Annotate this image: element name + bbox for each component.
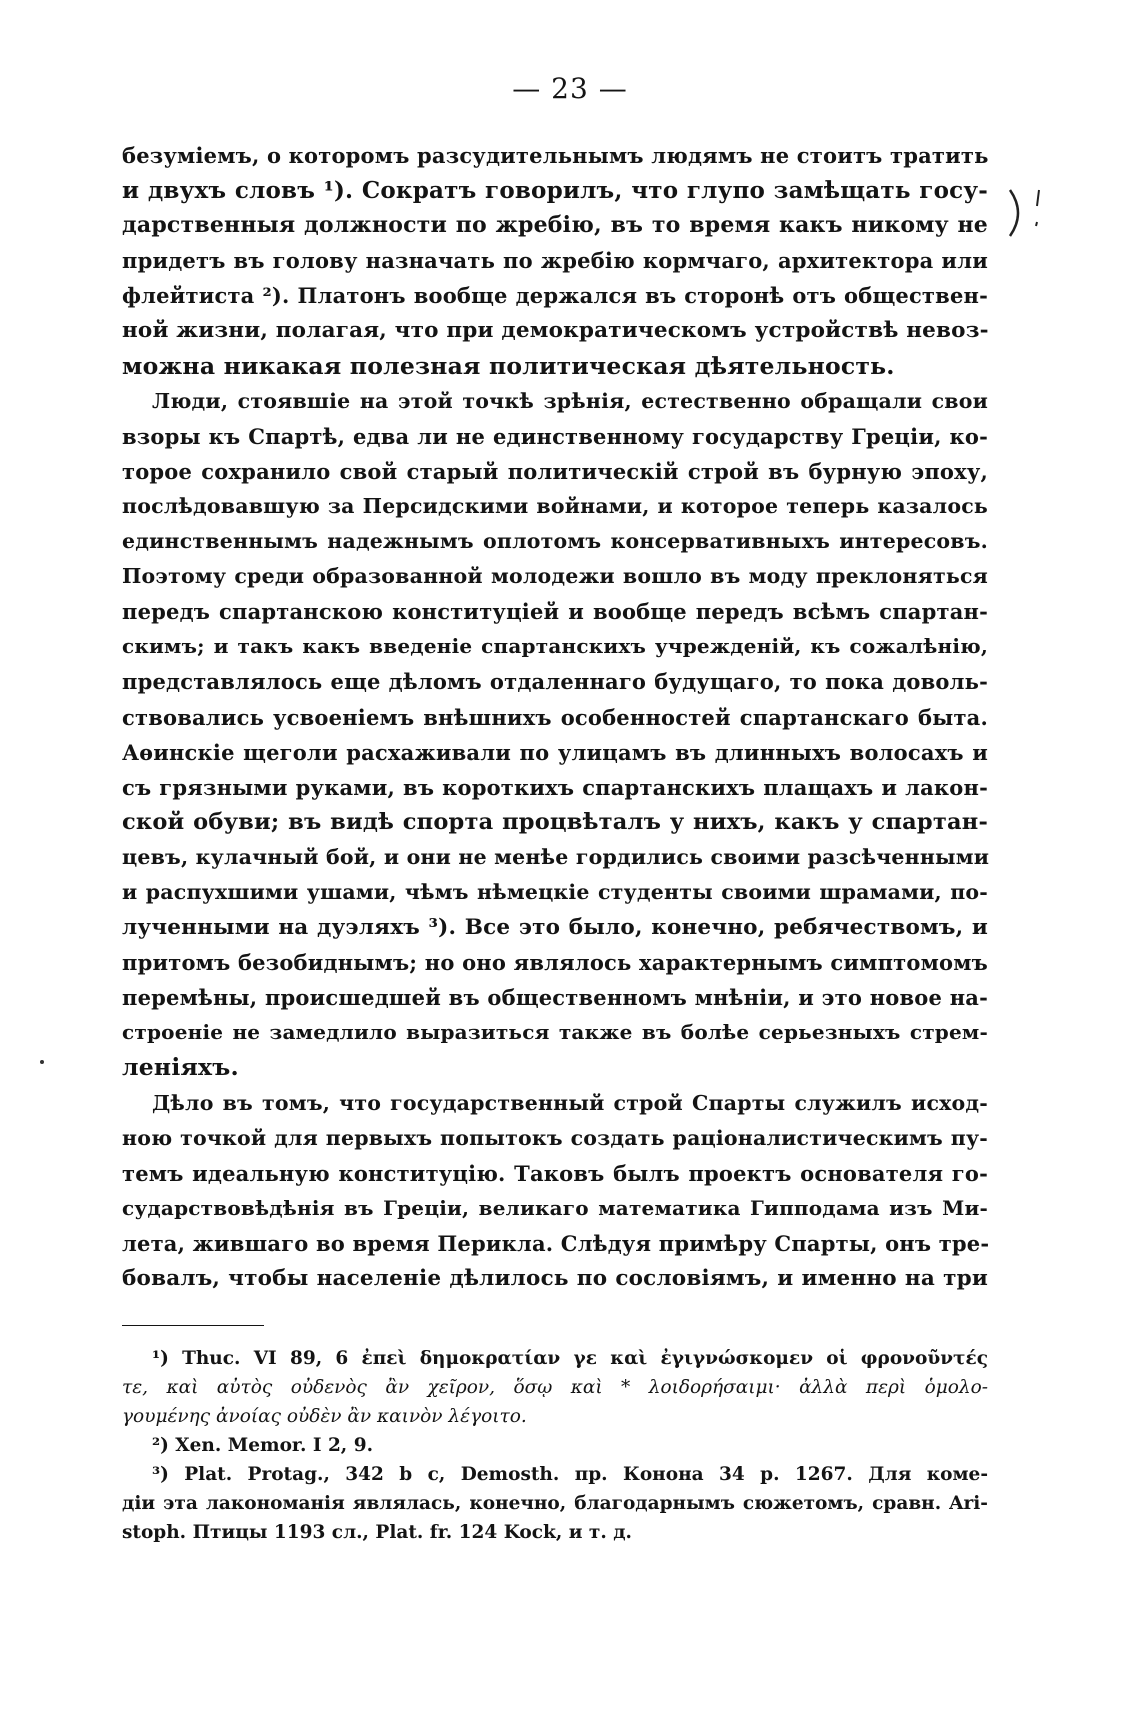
text-line: безумiемъ, о которомъ разсудительнымъ людямъ не стоитъ тратить [122, 143, 989, 168]
page-number: — 23 — [512, 72, 628, 105]
text-line: ленiяхъ. [122, 1053, 239, 1082]
text-line: ной жизни, полагая, что при демократическомъ устройствѣ невоз- [122, 318, 989, 344]
text-line: перемѣны, происшедшей въ общественномъ мнѣнiи, и это новое на- [122, 985, 988, 1011]
text-line: сударствовѣдѣнiя въ Грецiи, великаго математика Гипподама изъ Ми- [122, 1195, 988, 1220]
text-line: Поэтому среди образованной молодежи вошло въ моду преклоняться [122, 564, 988, 589]
footnote-line: ³) Plat. Protag., 342 b c, Demosth. пр. Конона 34 p. 1267. Для коме- [152, 1464, 988, 1485]
text-line: передъ спартанскою конституцiей и вообще передъ всѣмъ спартан- [122, 599, 988, 625]
text-line: лета, жившаго во время Перикла. Слѣдуя примѣру Спарты, онъ тре- [122, 1230, 990, 1256]
text-line: скимъ; и такъ какъ введенiе спартанскихъ учрежденiй, къ сожалѣнiю, [122, 634, 988, 659]
text-line: бовалъ, чтобы населенiе дѣлилось по сословiямъ, и именно на три [122, 1266, 988, 1291]
text-line: торое сохранило свой старый политическiй строй въ бурную эпоху, [122, 458, 988, 484]
text-line: притомъ безобиднымъ; но оно являлось характернымъ симптомомъ [122, 950, 988, 976]
text-line: придетъ въ голову назначать по жребiю кормчаго, архитектора или [122, 248, 988, 274]
text-line: Люди, стоявшiе на этой точкѣ зрѣнiя, естественно обращали свои [152, 388, 988, 413]
text-line: дарственныя должности по жребiю, въ то время какъ никому не [122, 212, 988, 239]
scan-speck [40, 1060, 44, 1064]
text-line: и распухшими ушами, чѣмъ нѣмецкiе студенты своими шрамами, по- [122, 879, 988, 904]
main-text [122, 138, 988, 1296]
footnote-line: ²) Xen. Memor. I 2, 9. [152, 1435, 374, 1456]
text-line: строенiе не замедлило выразиться также въ болѣе серьезныхъ стрем- [122, 1020, 988, 1045]
footnote-line: дiи эта лакономанiя являлась, конечно, благодарнымъ сюжетомъ, сравн. Ari- [122, 1493, 988, 1514]
text-line: единственнымъ надежнымъ оплотомъ консервативныхъ интересовъ. [122, 529, 988, 554]
text-line: можна никакая полезная политическая дѣятельность. [122, 351, 895, 380]
footnote-divider [122, 1325, 264, 1326]
text-line: Аѳинскiе щеголи расхаживали по улицамъ въ длинныхъ волосахъ и [122, 739, 988, 765]
text-line: ской обуви; въ видѣ спорта процвѣталъ у нихъ, какъ у спартан- [122, 808, 988, 835]
text-line: Дѣло въ томъ, что государственный строй Спарты служилъ исход- [152, 1090, 988, 1115]
text-line: послѣдовавшую за Персидскими войнами, и которое теперь казалось [122, 493, 988, 518]
text-line: взоры къ Спартѣ, едва ли не единственному государству Грецiи, ко- [122, 423, 988, 449]
footnotes [122, 1344, 988, 1547]
text-line: лученными на дуэляхъ ³). Все это было, конечно, ребячествомъ, и [122, 915, 988, 941]
footnote-line: τε, καὶ αὐτὸς οὐδενὸς ἂν χεῖρον, ὅσῳ καὶ * λοιδορήσαιμι· ἀλλὰ περὶ ὁμολο- [122, 1377, 988, 1398]
footnote-line: γουμένης ἀνοίας οὐδὲν ἂν καινὸν λέγοιτο. [122, 1406, 527, 1427]
footnote-line: ¹) Thuc. VI 89, 6 ἐπεὶ δημοκρατίαν γε καὶ ἐγιγνώσκομεν οἱ φρονοῦντές [152, 1348, 988, 1369]
text-line: цевъ, кулачный бой, и они не менѣе гордились своими разсѣченными [122, 844, 990, 869]
text-line: съ грязными руками, въ короткихъ спартанскихъ плащахъ и лакон- [122, 774, 988, 800]
footnote-line: stoph. Птицы 1193 сл., Plat. fr. 124 Kock, и т. д. [122, 1522, 632, 1543]
text-line: ствовались усвоенiемъ внѣшнихъ особенностей спартанскаго быта. [122, 704, 988, 730]
margin-pencil-mark [1034, 188, 1042, 238]
text-line: флейтиста ²). Платонъ вообще держался въ сторонѣ отъ обществен- [122, 283, 988, 309]
text-line: темъ идеальную конституцiю. Таковъ былъ проектъ основателя го- [122, 1160, 988, 1186]
text-line: и двухъ словъ ¹). Сократъ говорилъ, что глупо замѣщать госу- [122, 177, 988, 205]
text-line: представлялось еще дѣломъ отдаленнаго будущаго, то пока доволь- [122, 669, 988, 695]
text-line: ною точкой для первыхъ попытокъ создать рацiоналистическимъ пу- [122, 1125, 988, 1150]
